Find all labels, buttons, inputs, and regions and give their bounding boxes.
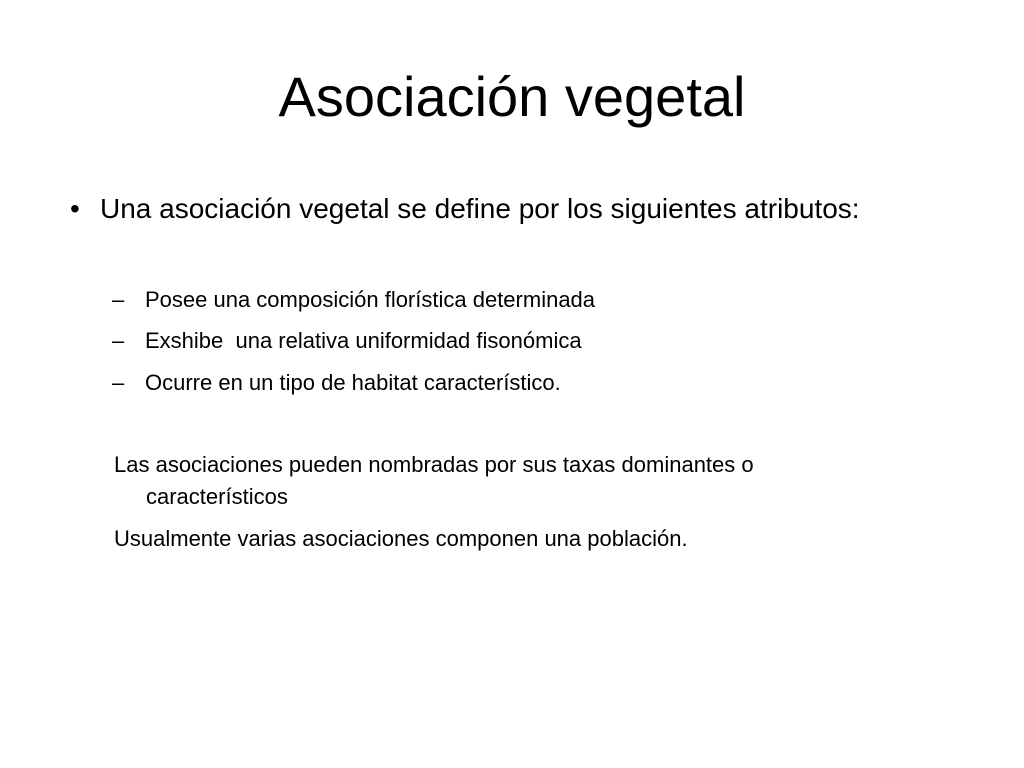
paragraph-line: Usualmente varias asociaciones componen una población.: [114, 526, 688, 551]
paragraph: [114, 449, 914, 513]
paragraph: [114, 523, 914, 555]
paragraph-line: Las asociaciones pueden nombradas por sus taxas dominantes o: [114, 452, 754, 477]
bullet-text: Una asociación vegetal se define por los siguientes atributos:: [100, 193, 860, 224]
bullet-marker: •: [70, 193, 80, 224]
dash-marker: –: [112, 370, 125, 395]
dash-marker: –: [112, 287, 125, 312]
sub-item-text: Ocurre en un tipo de habitat característico.: [145, 370, 561, 395]
paragraph-line: característicos: [146, 484, 288, 509]
sub-item-text: Posee una composición florística determinada: [145, 287, 596, 312]
slide-title: Asociación vegetal: [278, 65, 746, 128]
dash-marker: –: [112, 328, 125, 353]
sub-item-text: Exshibe una relativa uniformidad fisonómica: [145, 328, 582, 353]
